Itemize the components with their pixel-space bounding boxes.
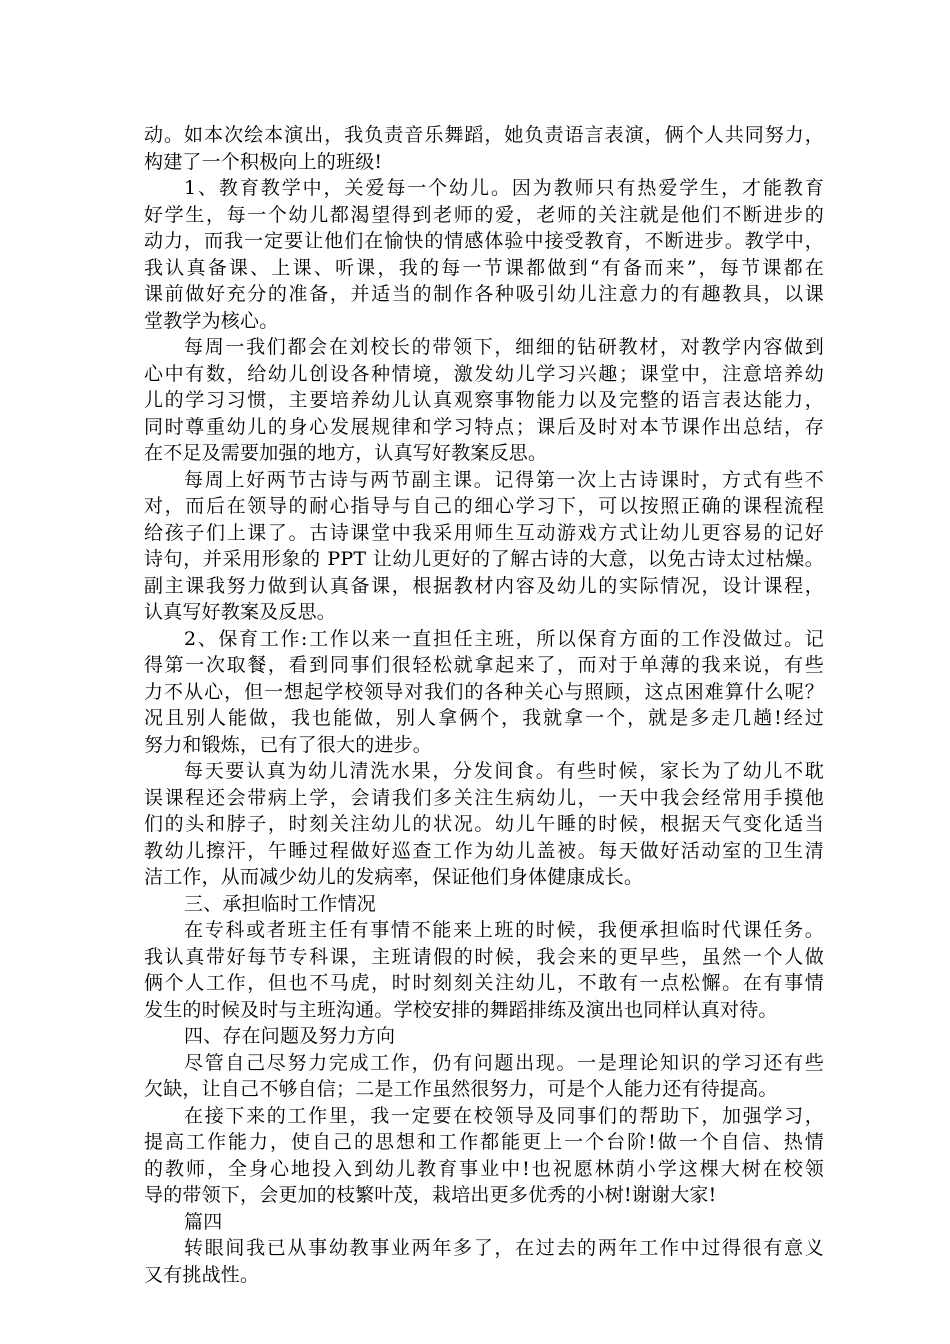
text-line: 每周一我们都会在刘校长的带领下，细细的钻研教材，对教学内容做到	[184, 336, 824, 358]
text-line: 堂教学为核心。	[144, 309, 279, 332]
text-line: 1、教育教学中，关爱每一个幼儿。因为教师只有热爱学生，才能教育	[184, 177, 824, 199]
text-line: 我认真带好每节专科课，主班请假的时候，我会来的更早些，虽然一个人做	[144, 945, 824, 968]
text-line: 认真写好教案及反思。	[144, 601, 337, 623]
text-line: 况且别人能做，我也能做，别人拿俩个，我就拿一个，就是多走几趟!经过	[144, 707, 824, 729]
text-line: 导的带领下，会更加的枝繁叶茂，栽培出更多优秀的小树!谢谢大家!	[144, 1184, 717, 1206]
text-line: 副主课我努力做到认真备课，根据教材内容及幼儿的实际情况，设计课程，	[144, 574, 824, 597]
text-line: 误课程还会带病上学，会请我们多关注生病幼儿，一天中我会经常用手摸他	[144, 786, 824, 809]
text-line: 得第一次取餐，看到同事们很轻松就拿起来了，而对于单薄的我来说，有些	[144, 654, 824, 676]
text-line: 篇四	[184, 1210, 223, 1233]
text-line: 洁工作，从而减少幼儿的发病率，保证他们身体健康成长。	[144, 866, 644, 888]
document-body	[144, 122, 824, 1288]
text-line: 三、承担临时工作情况	[184, 892, 377, 915]
text-line: 同时尊重幼儿的身心发展规律和学习特点；课后及时对本节课作出总结，存	[144, 415, 824, 438]
text-line: 对，而后在领导的耐心指导与自己的细心学习下，可以按照正确的课程流程	[144, 495, 824, 517]
text-line: 每周上好两节古诗与两节副主课。记得第一次上古诗课时，方式有些不	[184, 468, 824, 491]
text-line: 力不从心，但一想起学校领导对我们的各种关心与照顾，这点困难算什么呢？	[144, 680, 824, 703]
text-line: 转眼间我已从事幼教事业两年多了，在过去的两年工作中过得很有意义	[184, 1237, 824, 1259]
text-line: 给孩子们上课了。古诗课堂中我采用师生互动游戏方式让幼儿更容易的记好	[144, 521, 824, 544]
text-line: 尽管自己尽努力完成工作，仍有问题出现。一是理论知识的学习还有些	[184, 1051, 824, 1074]
text-line: 好学生，每一个幼儿都渴望得到老师的爱，老师的关注就是他们不断进步的	[144, 203, 824, 226]
text-line: 又有挑战性。	[144, 1263, 260, 1286]
text-line: 动力，而我一定要让他们在愉快的情感体验中接受教育，不断进步。教学中，	[144, 230, 824, 252]
text-line: 在不足及需要加强的地方，认真写好教案反思。	[144, 442, 548, 464]
text-line: 儿的学习习惯，主要培养幼儿认真观察事物能力以及完整的语言表达能力，	[144, 389, 824, 411]
text-line: 努力和锻炼，已有了很大的进步。	[144, 733, 433, 756]
text-line: 心中有数，给幼儿创设各种情境，激发幼儿学习兴趣；课堂中，注意培养幼	[144, 362, 824, 385]
text-line: 四、存在问题及努力方向	[184, 1025, 396, 1047]
text-line: 欠缺，让自己不够自信；二是工作虽然很努力，可是个人能力还有待提高。	[144, 1078, 778, 1100]
text-line: 提高工作能力，使自己的思想和工作都能更上一个台阶!做一个自信、热情	[144, 1131, 824, 1153]
text-line: 在专科或者班主任有事情不能来上班的时候，我便承担临时代课任务。	[184, 919, 824, 941]
text-line: 们的头和脖子，时刻关注幼儿的状况。幼儿午睡的时候，根据天气变化适当	[144, 813, 824, 835]
text-line: 发生的时候及时与主班沟通。学校安排的舞蹈排练及演出也同样认真对待。	[144, 998, 778, 1021]
text-line: 的教师，全身心地投入到幼儿教育事业中!也祝愿林荫小学这棵大树在校领	[144, 1157, 824, 1180]
text-line: 俩个人工作，但也不马虎，时时刻刻关注幼儿，不敢有一点松懈。在有事情	[144, 972, 824, 994]
text-line: 教幼儿擦汗，午睡过程做好巡查工作为幼儿盖被。每天做好活动室的卫生清	[144, 839, 824, 862]
text-line: 诗句，并采用形象的 PPT 让幼儿更好的了解古诗的大意，以免古诗太过枯燥。	[144, 548, 824, 570]
text-line: 课前做好充分的准备，并适当的制作各种吸引幼儿注意力的有趣教具，以课	[144, 283, 824, 305]
text-line: 动。如本次绘本演出，我负责音乐舞蹈，她负责语言表演，俩个人共同努力，	[144, 124, 824, 146]
text-line: 2、保育工作:工作以来一直担任主班，所以保育方面的工作没做过。记	[184, 627, 824, 650]
text-line: 构建了一个积极向上的班级!	[144, 150, 383, 173]
text-line: 每天要认真为幼儿清洗水果，分发间食。有些时候，家长为了幼儿不耽	[184, 760, 824, 782]
text-line: 在接下来的工作里，我一定要在校领导及同事们的帮助下，加强学习，	[184, 1104, 824, 1127]
text-line: 我认真备课、上课、听课，我的每一节课都做到“有备而来”，每节课都在	[144, 256, 824, 279]
